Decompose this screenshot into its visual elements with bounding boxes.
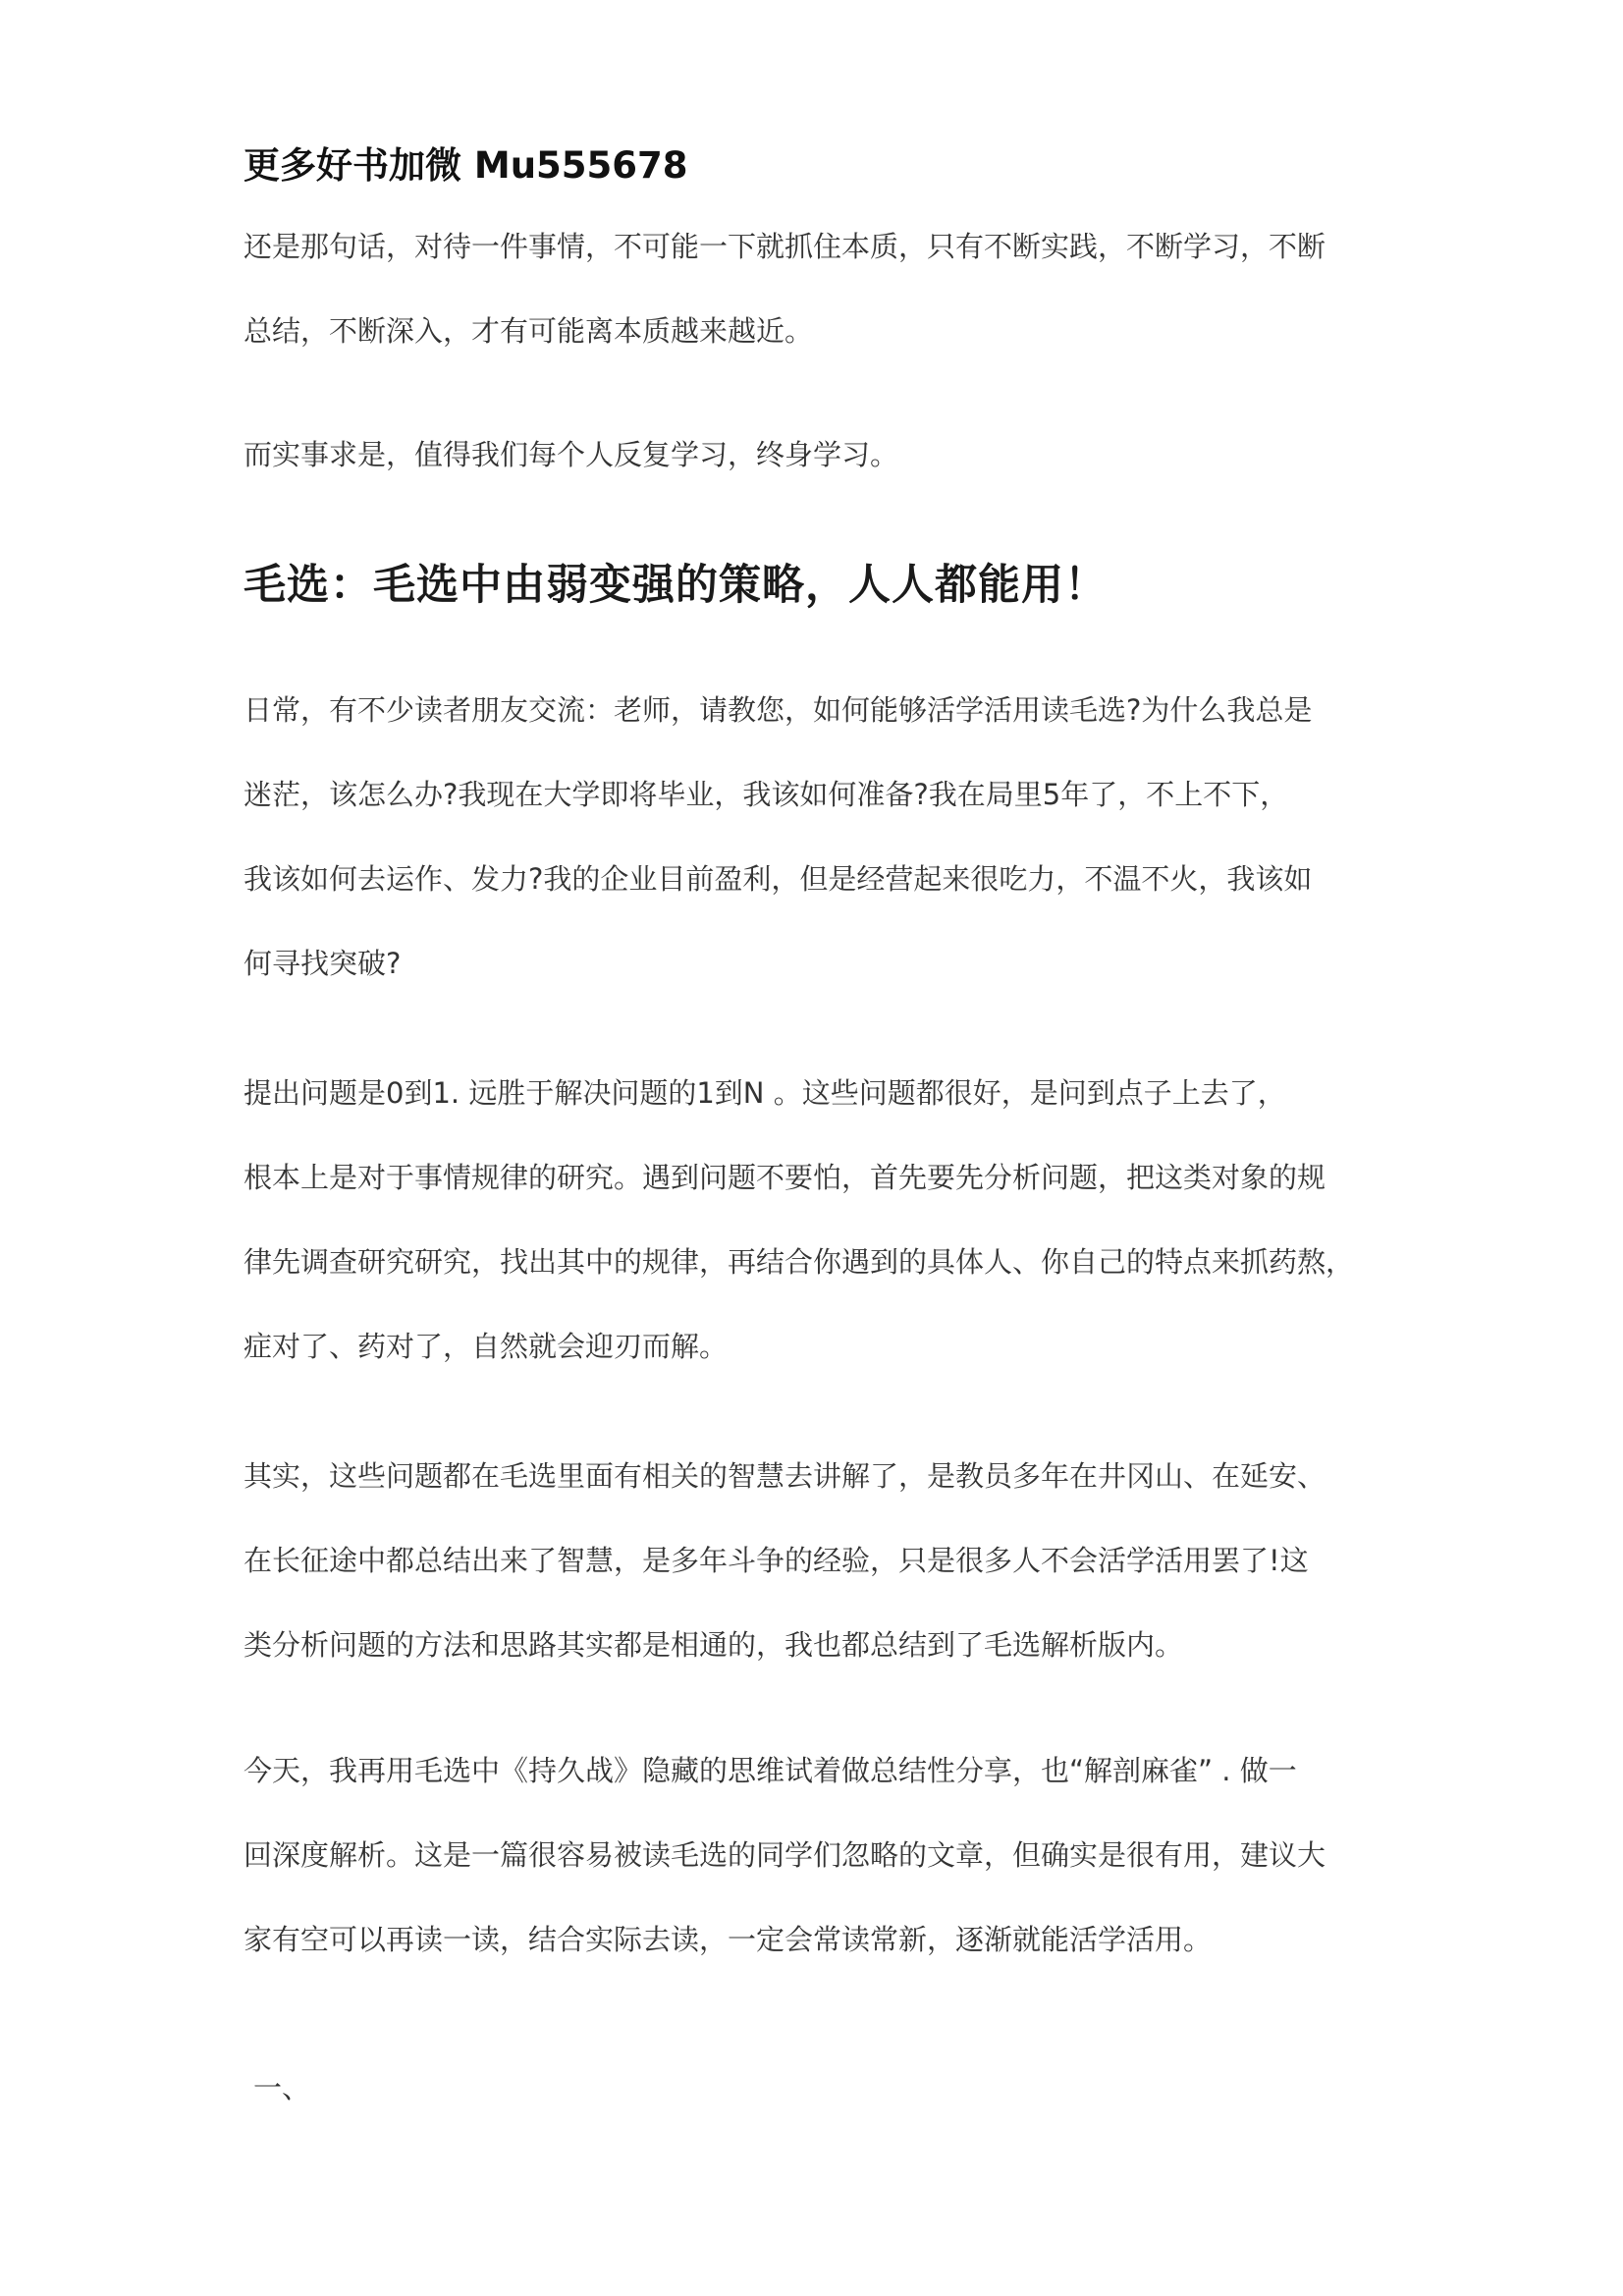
header-title: 更多好书加微 Mu555678 — [243, 144, 688, 187]
text-line: 根本上是对于事情规律的研究。遇到问题不要怕，首先要先分析问题，把这类对象的规 — [243, 1161, 1326, 1194]
text-line: 我该如何去运作、发力?我的企业目前盈利，但是经营起来很吃力，不温不火，我该如 — [243, 862, 1313, 896]
text-line: 在长征途中都总结出来了智慧，是多年斗争的经验，只是很多人不会活学活用罢了!这 — [243, 1544, 1309, 1577]
intro-paragraph-2 — [243, 412, 1402, 497]
text-line: 类分析问题的方法和思路其实都是相通的，我也都总结到了毛选解析版内。 — [243, 1628, 1184, 1662]
body-paragraph-4 — [243, 1728, 1402, 1982]
body-paragraph-3 — [243, 1434, 1402, 1687]
body-paragraph-2 — [243, 1051, 1402, 1389]
text-line: 今天，我再用毛选中《持久战》隐藏的思维试着做总结性分享，也“解剖麻雀” . 做一 — [243, 1754, 1297, 1787]
text-line: 还是那句话，对待一件事情，不可能一下就抓住本质，只有不断实践，不断学习，不断 — [243, 230, 1326, 263]
text-line: 其实，这些问题都在毛选里面有相关的智慧去讲解了，是教员多年在井冈山、在延安、 — [243, 1459, 1326, 1493]
text-line: 总结，不断深入，才有可能离本质越来越近。 — [243, 314, 814, 348]
text-line: 症对了、药对了，自然就会迎刃而解。 — [243, 1330, 729, 1363]
text-line: 律先调查研究研究，找出其中的规律，再结合你遇到的具体人、你自己的特点来抓药熬， — [243, 1245, 1355, 1279]
body-paragraph-1 — [243, 668, 1402, 1006]
text-line: 迷茫，该怎么办?我现在大学即将毕业，我该如何准备?我在局里5年了，不上不下， — [243, 778, 1289, 811]
intro-paragraph-1 — [243, 204, 1402, 373]
text-line: 日常，有不少读者朋友交流：老师，请教您，如何能够活学活用读毛选?为什么我总是 — [243, 693, 1313, 727]
section-marker: 一、 — [253, 2071, 311, 2105]
section-title: 毛选：毛选中由弱变强的策略，人人都能用！ — [243, 561, 1108, 610]
text-line: 提出问题是0到1. 远胜于解决问题的1到N 。这些问题都很好，是问到点子上去了， — [243, 1076, 1286, 1110]
text-line: 家有空可以再读一读，结合实际去读，一定会常读常新，逐渐就能活学活用。 — [243, 1923, 1213, 1956]
text-line: 而实事求是，值得我们每个人反复学习，终身学习。 — [243, 438, 899, 471]
text-line: 回深度解析。这是一篇很容易被读毛选的同学们忽略的文章，但确实是很有用，建议大 — [243, 1838, 1326, 1872]
text-line: 何寻找突破? — [243, 947, 402, 980]
